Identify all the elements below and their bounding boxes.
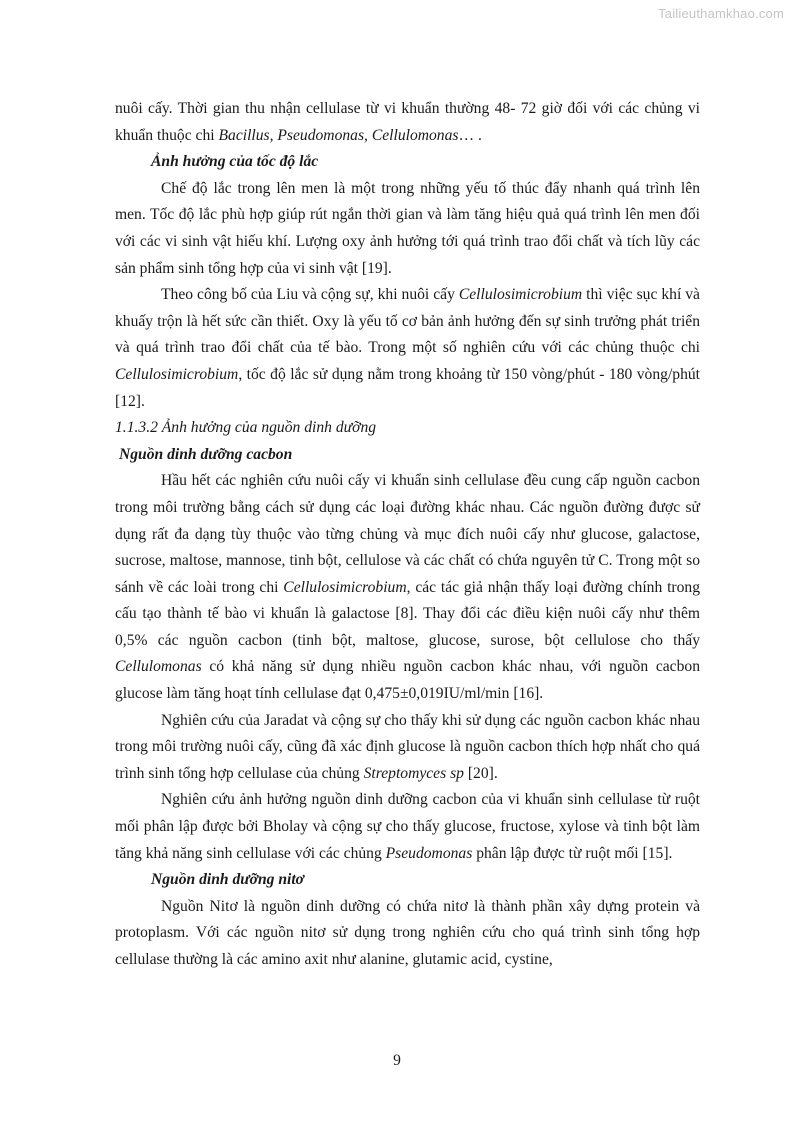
section-subheading: 1.1.3.2 Ảnh hưởng của nguồn dinh dưỡng — [115, 419, 377, 437]
paragraph-6: Nghiên cứu ảnh hưởng nguồn dinh dưỡng cacbon của vi khuẩn sinh cellulase từ ruột mối phân lập được bởi Bholay và cộng sự cho thấy glucose, fructose, xylose và tinh bột làm tăng khả năng sinh cellulase với các chủng Pseudomonas phân lập được từ ruột mối [15]. — [115, 791, 700, 862]
watermark: Tailieuthamkhao.com — [658, 6, 784, 21]
page-number: 9 — [393, 1052, 401, 1069]
paragraph-3: Theo công bố của Liu và cộng sự, khi nuôi cấy Cellulosimicrobium thì việc sục khí và khuấy trộn là hết sức cần thiết. Oxy là yếu tố cơ bản ảnh hưởng đến sự sinh trưởng phát triển và quá trình trao đổi chất của tế bào. Trong một số nghiên cứu với các chủng thuộc chi Cellulosimicrobium, tốc độ lắc sử dụng nằm trong khoảng từ 150 vòng/phút - 180 vòng/phút [12]. — [115, 286, 700, 410]
paragraph-7: Nguồn Nitơ là nguồn dinh dưỡng có chứa nitơ là thành phần xây dựng protein và protoplasm. Với các nguồn nitơ sử dụng trong nghiên cứu cho quá trình sinh tổng hợp cellulase thường là các amino axit như alanine, glutamic acid, cystine, — [115, 897, 700, 968]
paragraph-4: Hầu hết các nghiên cứu nuôi cấy vi khuẩn sinh cellulase đều cung cấp nguồn cacbon trong môi trường bằng cách sử dụng các loại đường khác nhau. Các nguồn đường được sử dụng rất đa dạng tùy thuộc vào từng chủng và mục đích nuôi cấy như glucose, galactose, sucrose, maltose, mannose, tinh bột, cellulose và các chất có chứa nguyên tử C. Trong một so sánh về các loài trong chi Cellulosimicrobium, các tác giả nhận thấy loại đường chính trong cấu tạo thành tế bào vi khuẩn là galactose [8]. Thay đổi các điều kiện nuôi cấy như thêm 0,5% các nguồn cacbon (tinh bột, maltose, glucose, surose, bột cellulose cho thấy Cellulomonas có khả năng sử dụng nhiều nguồn cacbon khác nhau, với nguồn cacbon glucose làm tăng hoạt tính cellulase đạt 0,475±0,019IU/ml/min [16]. — [115, 472, 700, 703]
heading-shake-speed: Ảnh hưởng của tốc độ lắc — [151, 153, 319, 171]
heading-carbon-source: Nguồn dinh dưỡng cacbon — [119, 445, 293, 463]
paragraph-1: nuôi cấy. Thời gian thu nhận cellulase từ vi khuẩn thường 48- 72 giờ đối với các chủng vi khuẩn thuộc chi Bacillus, Pseudomonas, Cellulomonas… . — [115, 100, 700, 144]
page-body — [115, 96, 700, 974]
heading-nitrogen-source: Nguồn dinh dưỡng nitơ — [151, 871, 305, 889]
paragraph-5: Nghiên cứu của Jaradat và cộng sự cho thấy khi sử dụng các nguồn cacbon khác nhau trong môi trường nuôi cấy, cũng đã xác định glucose là nguồn cacbon thích hợp nhất cho quá trình sinh tổng hợp cellulase của chủng Streptomyces sp [20]. — [115, 711, 700, 782]
paragraph-2: Chế độ lắc trong lên men là một trong những yếu tố thúc đẩy nhanh quá trình lên men. Tốc độ lắc phù hợp giúp rút ngắn thời gian và làm tăng hiệu quả quá trình lên men đối với các vi sinh vật hiếu khí. Lượng oxy ảnh hưởng tới quá trình trao đổi chất và tích lũy các sản phẩm sinh tổng hợp của vi sinh vật [19]. — [115, 179, 700, 277]
